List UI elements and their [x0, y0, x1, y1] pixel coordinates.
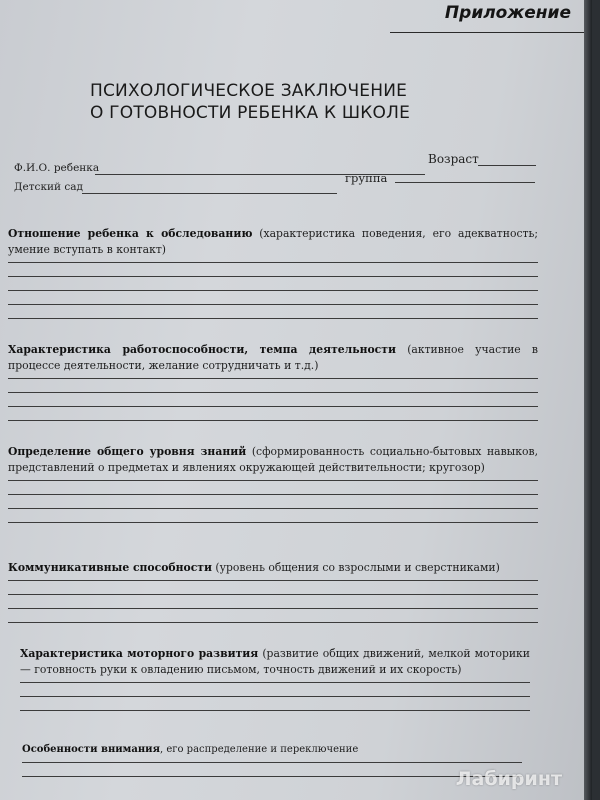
answer-line[interactable] — [8, 494, 538, 495]
section-attention — [22, 742, 522, 777]
section-desc: (сформированность социально-бытовых навыков, представлений о предметах и явлениях окружающей действительности; кругозор) — [8, 445, 539, 474]
answer-line[interactable] — [8, 580, 538, 581]
group-input-line[interactable] — [395, 182, 535, 183]
section-desc: (активное участие в процессе деятельности, желание сотрудничать и т.д.) — [8, 343, 538, 372]
section-knowledge — [8, 444, 538, 523]
section-title: Отношение ребенка к обследованию — [8, 227, 253, 240]
answer-line[interactable] — [8, 508, 538, 509]
age-input-line[interactable] — [478, 165, 536, 166]
document-title — [90, 80, 450, 124]
answer-line[interactable] — [20, 710, 530, 711]
kindergarten-label: Детский сад — [14, 181, 83, 193]
answer-line[interactable] — [8, 304, 538, 305]
section-title: Коммуникативные способности — [8, 561, 212, 574]
fio-label: Ф.И.О. ребенка — [14, 162, 100, 174]
answer-line[interactable] — [8, 622, 538, 623]
section-communication — [8, 560, 538, 623]
kindergarten-input-line[interactable] — [82, 193, 337, 194]
page-header — [390, 0, 585, 33]
answer-line[interactable] — [22, 776, 522, 777]
answer-line[interactable] — [8, 318, 538, 319]
section-attitude — [8, 226, 538, 319]
answer-line[interactable] — [8, 522, 538, 523]
answer-line[interactable] — [8, 406, 538, 407]
section-desc: , его распределение и переключение — [159, 744, 359, 755]
answer-line[interactable] — [8, 378, 538, 379]
answer-line[interactable] — [8, 276, 538, 277]
watermark-logo: Лабиринт — [455, 768, 562, 790]
section-desc: (характеристика поведения, его адекватность; умение вступать в контакт) — [8, 227, 538, 256]
section-workability — [8, 342, 538, 421]
section-title: Определение общего уровня знаний — [8, 445, 247, 458]
answer-line[interactable] — [8, 262, 538, 263]
answer-line[interactable] — [8, 594, 538, 595]
section-desc: (развитие общих движений, мелкой моторики — готовность руки к овладению письмом, точность движений и их скорость) — [20, 647, 531, 676]
header-title: Приложение — [444, 3, 571, 23]
answer-line[interactable] — [22, 762, 522, 763]
section-title: Характеристика моторного развития — [20, 647, 259, 660]
document-title-line2: О ГОТОВНОСТИ РЕБЕНКА К ШКОЛЕ — [90, 103, 411, 123]
answer-line[interactable] — [8, 480, 538, 481]
book-edge — [584, 0, 592, 800]
answer-line[interactable] — [20, 682, 530, 683]
answer-line[interactable] — [8, 392, 538, 393]
document-title-line1: ПСИХОЛОГИЧЕСКОЕ ЗАКЛЮЧЕНИЕ — [90, 81, 408, 101]
section-desc: (уровень общения со взрослыми и сверстниками) — [215, 561, 500, 574]
group-label: группа — [345, 171, 388, 185]
age-label: Возраст — [428, 152, 479, 166]
answer-line[interactable] — [20, 696, 530, 697]
section-title: Особенности внимания — [22, 744, 160, 755]
answer-line[interactable] — [8, 290, 538, 291]
answer-line[interactable] — [8, 608, 538, 609]
section-title: Характеристика работоспособности, темпа деятельности — [8, 343, 396, 356]
section-motor — [20, 646, 530, 711]
answer-line[interactable] — [8, 420, 538, 421]
